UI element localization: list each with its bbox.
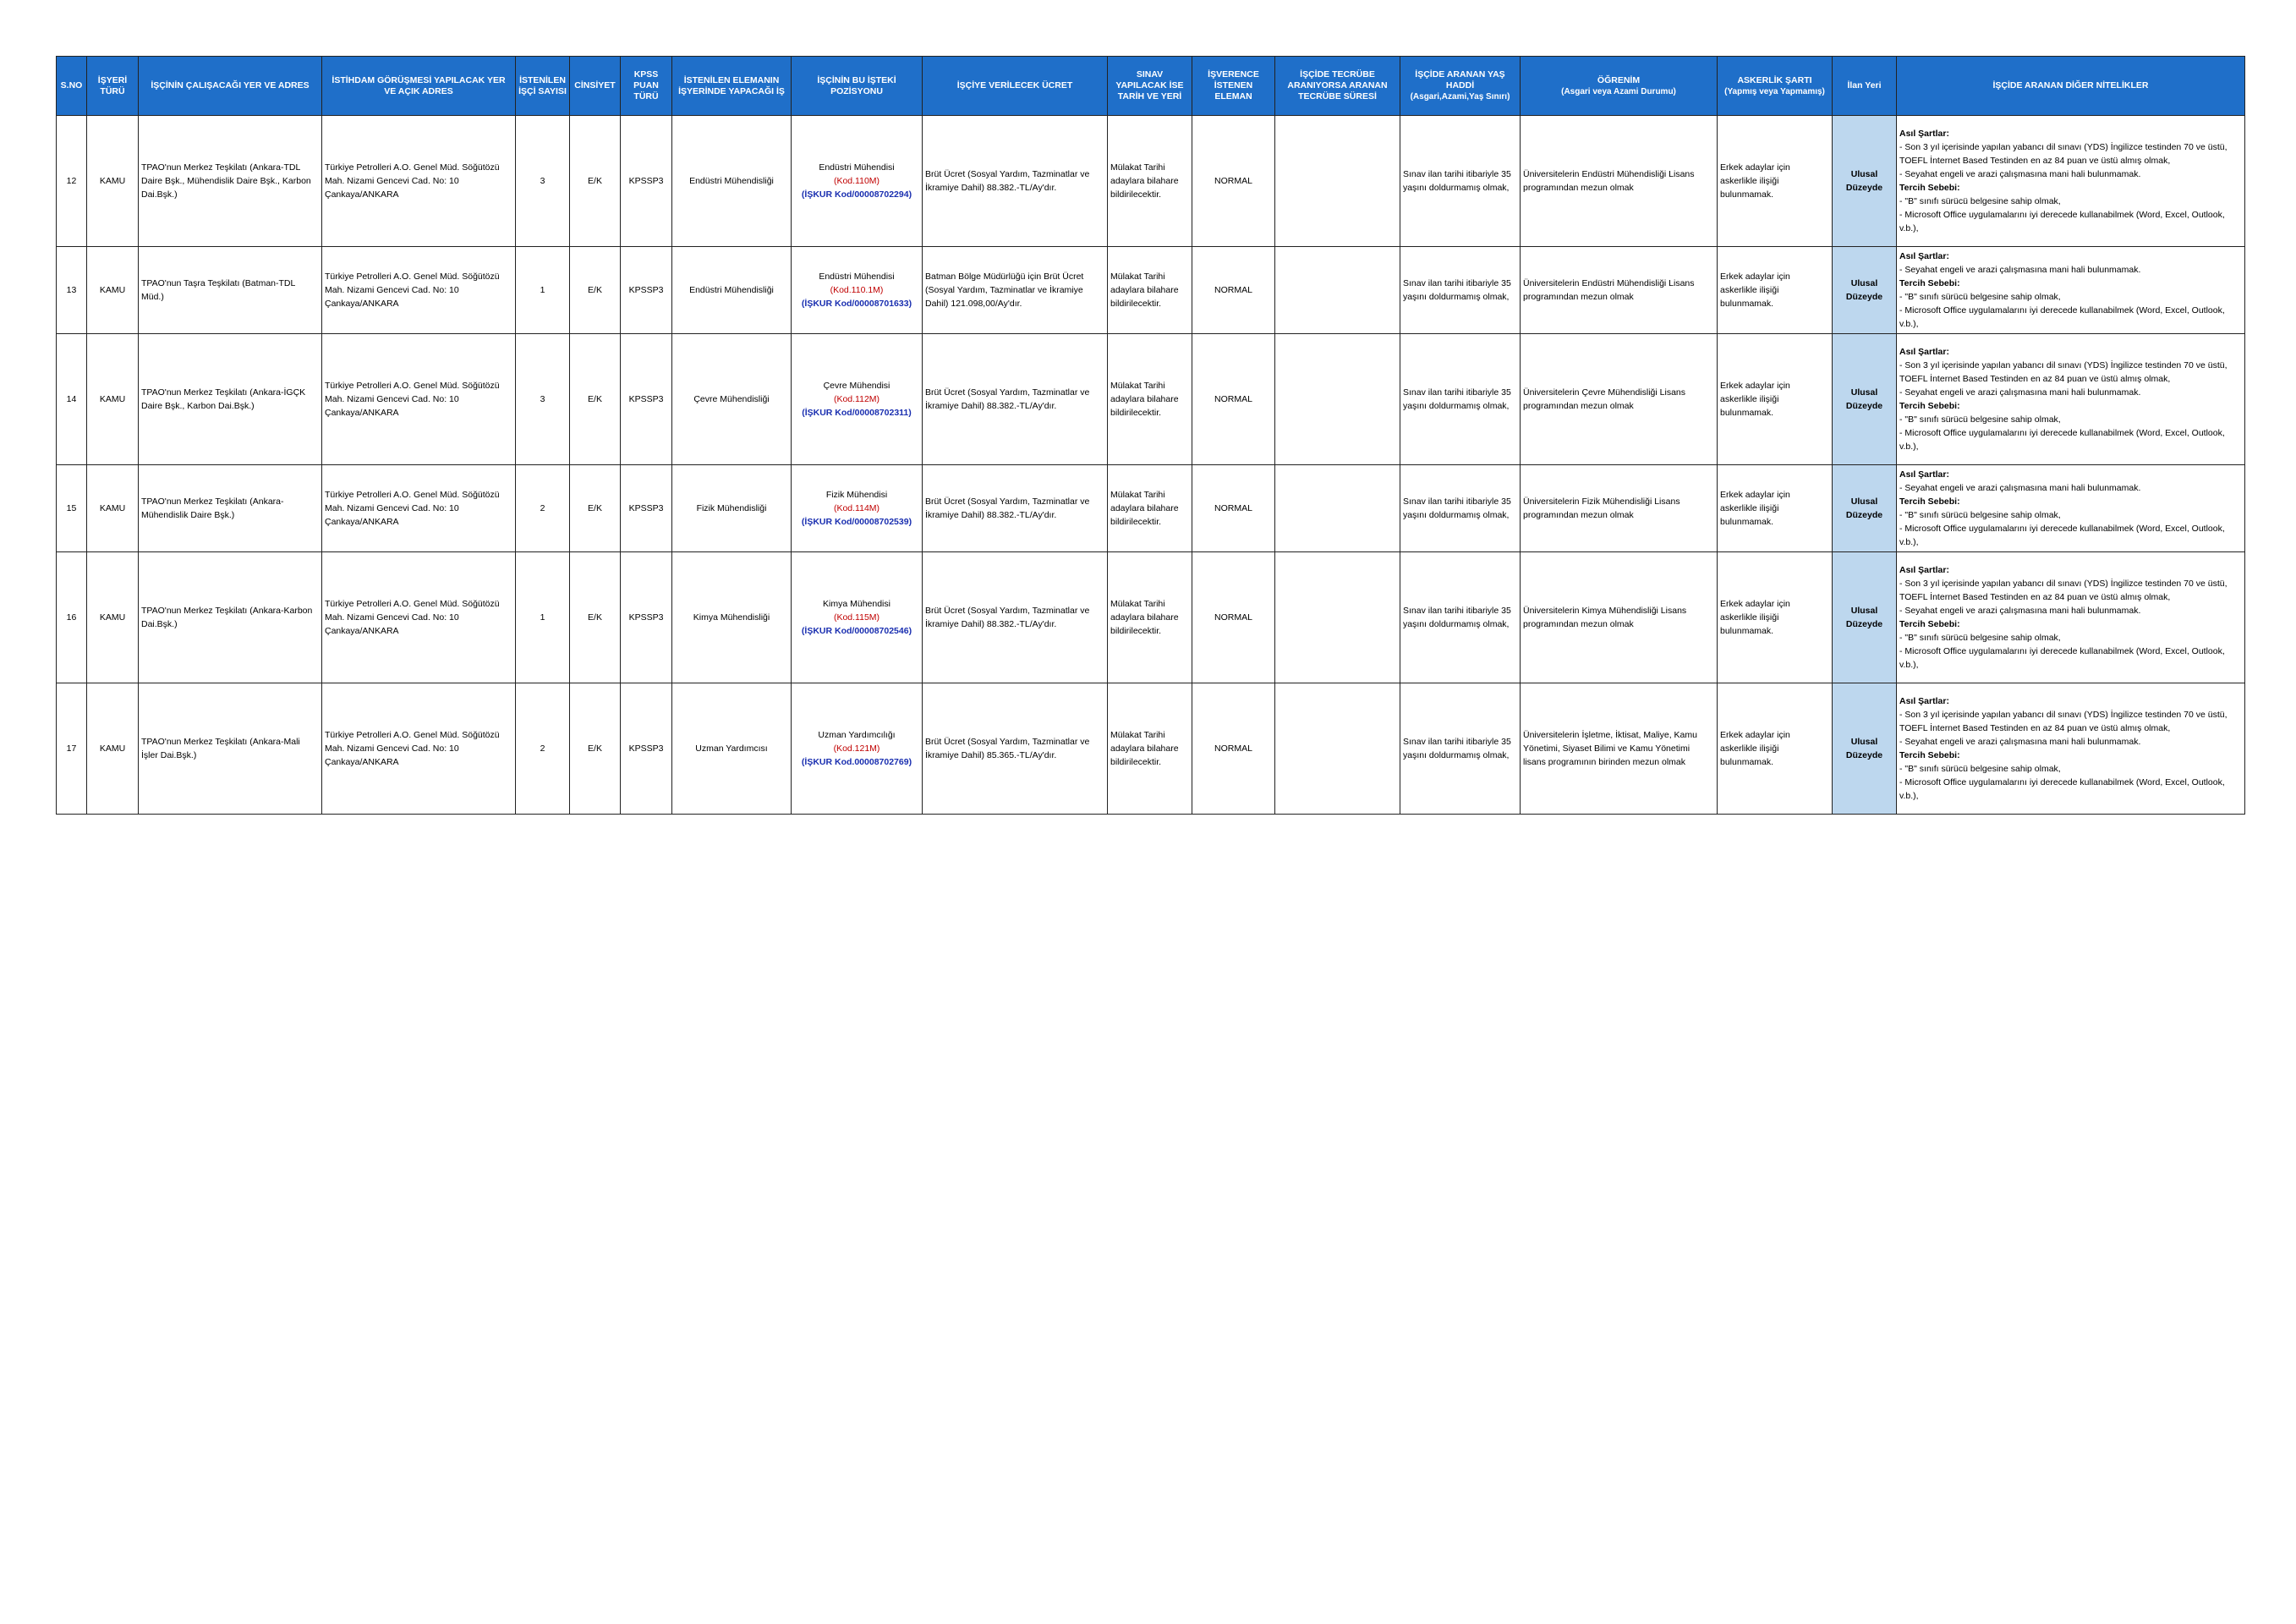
experience-cell bbox=[1275, 116, 1400, 247]
education-cell: Üniversitelerin Endüstri Mühendisliği Lisans programından mezun olmak bbox=[1521, 116, 1718, 247]
workplace-address-cell: TPAO'nun Taşra Teşkilatı (Batman-TDL Müd.) bbox=[139, 247, 322, 334]
column-header-label: CİNSİYET bbox=[574, 80, 616, 91]
age-limit-cell: Sınav ilan tarihi itibariyle 35 yaşını doldurmamış olmak, bbox=[1400, 683, 1521, 815]
qualification-item: - Microsoft Office uygulamalarını iyi derecede kullanabilmek (Word, Excel, Outlook, v.b.), bbox=[1899, 428, 2225, 452]
education-cell: Üniversitelerin Kimya Mühendisliği Lisans programından mezun olmak bbox=[1521, 552, 1718, 683]
worker-count-cell: 3 bbox=[516, 334, 570, 465]
qualification-item: - Son 3 yıl içerisinde yapılan yabancı dil sınavı (YDS) İngilizce testinden 70 ve üstü, TOEFL İnternet Based Testinden en az 84 puan ve üstü almış olmak, bbox=[1899, 360, 2228, 384]
employer-type-cell: NORMAL bbox=[1192, 247, 1275, 334]
interview-address-cell: Türkiye Petrolleri A.O. Genel Müd. Söğütözü Mah. Nizami Gencevi Cad. No: 10 Çankaya/ANKARA bbox=[322, 465, 516, 552]
wage-cell: Batman Bölge Müdürlüğü için Brüt Ücret (Sosyal Yardım, Tazminatlar ve İkramiye Dahil) 121.098,00/Ay'dır. bbox=[923, 247, 1108, 334]
qualification-item: - Microsoft Office uygulamalarını iyi derecede kullanabilmek (Word, Excel, Outlook, v.b.), bbox=[1899, 524, 2225, 547]
column-header-sublabel: (Yapmış veya Yapmamış) bbox=[1724, 86, 1825, 96]
qualification-item: - Son 3 yıl içerisinde yapılan yabancı dil sınavı (YDS) İngilizce testinden 70 ve üstü, TOEFL İnternet Based Testinden en az 84 puan ve üstü almış olmak, bbox=[1899, 579, 2228, 602]
qualification-item: - Seyahat engeli ve arazi çalışmasına mani hali bulunmamak. bbox=[1899, 265, 2141, 275]
workplace-address-cell: TPAO'nun Merkez Teşkilatı (Ankara-Karbon Dai.Bşk.) bbox=[139, 552, 322, 683]
kpss-score-type-cell: KPSSP3 bbox=[621, 116, 672, 247]
iskur-code: (İŞKUR Kod/00008702294) bbox=[801, 189, 912, 200]
experience-cell bbox=[1275, 683, 1400, 815]
interview-address-cell: Türkiye Petrolleri A.O. Genel Müd. Söğütözü Mah. Nizami Gencevi Cad. No: 10 Çankaya/ANKARA bbox=[322, 552, 516, 683]
military-status-cell: Erkek adaylar için askerlikle ilişiği bulunmamak. bbox=[1718, 465, 1833, 552]
listing-scope-cell: Ulusal Düzeyde bbox=[1833, 552, 1897, 683]
position-code: (Kod.114M) bbox=[833, 503, 880, 513]
experience-cell bbox=[1275, 247, 1400, 334]
wage-cell: Brüt Ücret (Sosyal Yardım, Tazminatlar ve İkramiye Dahil) 88.382.-TL/Ay'dır. bbox=[923, 552, 1108, 683]
column-header-sublabel: (Asgari veya Azami Durumu) bbox=[1561, 86, 1676, 96]
iskur-code: (İŞKUR Kod.00008702769) bbox=[801, 757, 912, 767]
qualification-item: - Son 3 yıl içerisinde yapılan yabancı dil sınavı (YDS) İngilizce testinden 70 ve üstü, TOEFL İnternet Based Testinden en az 84 puan ve üstü almış olmak, bbox=[1899, 142, 2228, 166]
row-number-cell: 14 bbox=[57, 334, 87, 465]
column-header-label: İSTENİLEN İŞÇİ SAYISI bbox=[518, 74, 567, 96]
column-header-label: İŞYERİ TÜRÜ bbox=[97, 74, 128, 96]
job-description-cell: Çevre Mühendisliği bbox=[672, 334, 792, 465]
exam-info-cell: Mülakat Tarihi adaylara bilahare bildirilecektir. bbox=[1108, 116, 1192, 247]
military-status-cell: Erkek adaylar için askerlikle ilişiği bulunmamak. bbox=[1718, 552, 1833, 683]
wage-cell: Brüt Ücret (Sosyal Yardım, Tazminatlar ve İkramiye Dahil) 88.382.-TL/Ay'dır. bbox=[923, 465, 1108, 552]
header-row bbox=[57, 57, 2245, 116]
listing-scope-cell: Ulusal Düzeyde bbox=[1833, 116, 1897, 247]
job-description-cell: Uzman Yardımcısı bbox=[672, 683, 792, 815]
workplace-address-cell: TPAO'nun Merkez Teşkilatı (Ankara-İGÇK Daire Bşk., Karbon Dai.Bşk.) bbox=[139, 334, 322, 465]
column-header bbox=[1400, 57, 1521, 116]
employer-type-cell: NORMAL bbox=[1192, 116, 1275, 247]
workplace-type-cell: KAMU bbox=[87, 552, 139, 683]
iskur-code: (İŞKUR Kod/00008701633) bbox=[801, 299, 912, 309]
job-listing-table bbox=[56, 56, 2245, 815]
age-limit-cell: Sınav ilan tarihi itibariyle 35 yaşını doldurmamış olmak, bbox=[1400, 552, 1521, 683]
column-header-label: İŞÇİNİN ÇALIŞACAĞI YER VE ADRES bbox=[151, 80, 310, 91]
other-qualifications-cell bbox=[1897, 552, 2245, 683]
column-header-label: İŞÇİDE ARANAN DİĞER NİTELİKLER bbox=[1992, 80, 2149, 91]
listing-scope-cell: Ulusal Düzeyde bbox=[1833, 683, 1897, 815]
workplace-address-cell: TPAO'nun Merkez Teşkilatı (Ankara-TDL Daire Bşk., Mühendislik Daire Bşk., Karbon Dai.Bşk.) bbox=[139, 116, 322, 247]
listing-scope-cell: Ulusal Düzeyde bbox=[1833, 247, 1897, 334]
other-qualifications-cell bbox=[1897, 334, 2245, 465]
position-cell bbox=[792, 334, 923, 465]
column-header bbox=[792, 57, 923, 116]
column-header bbox=[1833, 57, 1897, 116]
qualification-heading: Tercih Sebebi: bbox=[1899, 497, 1960, 507]
worker-count-cell: 1 bbox=[516, 552, 570, 683]
position-code: (Kod.110.1M) bbox=[830, 285, 884, 295]
column-header bbox=[1108, 57, 1192, 116]
gender-cell: E/K bbox=[570, 465, 621, 552]
column-header bbox=[672, 57, 792, 116]
column-header-label: İlan Yeri bbox=[1847, 80, 1882, 91]
workplace-type-cell: KAMU bbox=[87, 334, 139, 465]
column-header-label: İSTİHDAM GÖRÜŞMESİ YAPILACAK YER VE AÇIK ADRES bbox=[332, 74, 506, 96]
table-row bbox=[57, 552, 2245, 683]
kpss-score-type-cell: KPSSP3 bbox=[621, 334, 672, 465]
other-qualifications-cell bbox=[1897, 116, 2245, 247]
job-description-cell: Fizik Mühendisliği bbox=[672, 465, 792, 552]
qualification-item: - Microsoft Office uygulamalarını iyi derecede kullanabilmek (Word, Excel, Outlook, v.b.), bbox=[1899, 646, 2225, 670]
employer-type-cell: NORMAL bbox=[1192, 334, 1275, 465]
exam-info-cell: Mülakat Tarihi adaylara bilahare bildirilecektir. bbox=[1108, 465, 1192, 552]
column-header bbox=[322, 57, 516, 116]
wage-cell: Brüt Ücret (Sosyal Yardım, Tazminatlar ve İkramiye Dahil) 85.365.-TL/Ay'dır. bbox=[923, 683, 1108, 815]
military-status-cell: Erkek adaylar için askerlikle ilişiği bulunmamak. bbox=[1718, 683, 1833, 815]
workplace-type-cell: KAMU bbox=[87, 116, 139, 247]
interview-address-cell: Türkiye Petrolleri A.O. Genel Müd. Söğütözü Mah. Nizami Gencevi Cad. No: 10 Çankaya/ANKARA bbox=[322, 334, 516, 465]
column-header bbox=[570, 57, 621, 116]
qualification-item: - Microsoft Office uygulamalarını iyi derecede kullanabilmek (Word, Excel, Outlook, v.b.), bbox=[1899, 305, 2225, 329]
column-header-label: S.NO bbox=[60, 80, 83, 91]
exam-info-cell: Mülakat Tarihi adaylara bilahare bildirilecektir. bbox=[1108, 247, 1192, 334]
qualification-heading: Asıl Şartlar: bbox=[1899, 251, 1949, 261]
table-body bbox=[57, 116, 2245, 815]
other-qualifications-cell bbox=[1897, 247, 2245, 334]
qualification-heading: Tercih Sebebi: bbox=[1899, 183, 1960, 193]
position-cell bbox=[792, 116, 923, 247]
column-header bbox=[516, 57, 570, 116]
military-status-cell: Erkek adaylar için askerlikle ilişiği bulunmamak. bbox=[1718, 247, 1833, 334]
gender-cell: E/K bbox=[570, 683, 621, 815]
qualification-heading: Tercih Sebebi: bbox=[1899, 750, 1960, 760]
column-header-label: İSTENİLEN ELEMANIN İŞYERİNDE YAPACAĞI İŞ bbox=[678, 74, 785, 96]
table-row bbox=[57, 247, 2245, 334]
column-header-label: ÖĞRENİM bbox=[1597, 74, 1641, 85]
column-header-label: İŞÇİNİN BU İŞTEKİ POZİSYONU bbox=[817, 74, 896, 96]
position-cell bbox=[792, 247, 923, 334]
column-header bbox=[923, 57, 1108, 116]
listing-scope-cell: Ulusal Düzeyde bbox=[1833, 334, 1897, 465]
column-header-sublabel: (Asgari,Azami,Yaş Sınırı) bbox=[1410, 92, 1510, 102]
age-limit-cell: Sınav ilan tarihi itibariyle 35 yaşını doldurmamış olmak, bbox=[1400, 465, 1521, 552]
workplace-type-cell: KAMU bbox=[87, 465, 139, 552]
column-header bbox=[1275, 57, 1400, 116]
qualification-item: - "B" sınıfı sürücü belgesine sahip olmak, bbox=[1899, 414, 2061, 425]
kpss-score-type-cell: KPSSP3 bbox=[621, 552, 672, 683]
education-cell: Üniversitelerin Çevre Mühendisliği Lisans programından mezun olmak bbox=[1521, 334, 1718, 465]
gender-cell: E/K bbox=[570, 247, 621, 334]
table-row bbox=[57, 465, 2245, 552]
interview-address-cell: Türkiye Petrolleri A.O. Genel Müd. Söğütözü Mah. Nizami Gencevi Cad. No: 10 Çankaya/ANKARA bbox=[322, 683, 516, 815]
age-limit-cell: Sınav ilan tarihi itibariyle 35 yaşını doldurmamış olmak, bbox=[1400, 334, 1521, 465]
qualification-heading: Asıl Şartlar: bbox=[1899, 129, 1949, 139]
position-title: Kimya Mühendisi bbox=[823, 599, 890, 609]
row-number-cell: 15 bbox=[57, 465, 87, 552]
military-status-cell: Erkek adaylar için askerlikle ilişiği bulunmamak. bbox=[1718, 116, 1833, 247]
qualification-item: - Seyahat engeli ve arazi çalışmasına mani hali bulunmamak. bbox=[1899, 387, 2141, 398]
column-header bbox=[139, 57, 322, 116]
gender-cell: E/K bbox=[570, 334, 621, 465]
age-limit-cell: Sınav ilan tarihi itibariyle 35 yaşını doldurmamış olmak, bbox=[1400, 247, 1521, 334]
job-description-cell: Endüstri Mühendisliği bbox=[672, 247, 792, 334]
age-limit-cell: Sınav ilan tarihi itibariyle 35 yaşını doldurmamış olmak, bbox=[1400, 116, 1521, 247]
job-description-cell: Endüstri Mühendisliği bbox=[672, 116, 792, 247]
iskur-code: (İŞKUR Kod/00008702539) bbox=[801, 517, 912, 527]
qualification-heading: Asıl Şartlar: bbox=[1899, 565, 1949, 575]
position-code: (Kod.115M) bbox=[833, 612, 880, 623]
column-header-label: İŞÇİDE TECRÜBE ARANIYORSA ARANAN TECRÜBE SÜRESİ bbox=[1287, 69, 1388, 102]
job-description-cell: Kimya Mühendisliği bbox=[672, 552, 792, 683]
position-code: (Kod.121M) bbox=[833, 743, 880, 754]
kpss-score-type-cell: KPSSP3 bbox=[621, 683, 672, 815]
education-cell: Üniversitelerin İşletme, İktisat, Maliye, Kamu Yönetimi, Siyaset Bilimi ve Kamu Yönetimi lisans programının birinden mezun olmak bbox=[1521, 683, 1718, 815]
education-cell: Üniversitelerin Endüstri Mühendisliği Lisans programından mezun olmak bbox=[1521, 247, 1718, 334]
column-header-label: SINAV YAPILACAK İSE TARİH VE YERİ bbox=[1115, 69, 1184, 102]
qualification-heading: Asıl Şartlar: bbox=[1899, 347, 1949, 357]
worker-count-cell: 2 bbox=[516, 465, 570, 552]
position-cell bbox=[792, 465, 923, 552]
experience-cell bbox=[1275, 552, 1400, 683]
position-code: (Kod.112M) bbox=[833, 394, 880, 404]
column-header-label: İŞÇİDE ARANAN YAŞ HADDİ bbox=[1415, 69, 1505, 91]
position-title: Uzman Yardımcılığı bbox=[818, 730, 896, 740]
column-header bbox=[1192, 57, 1275, 116]
gender-cell: E/K bbox=[570, 116, 621, 247]
column-header bbox=[57, 57, 87, 116]
qualification-item: - "B" sınıfı sürücü belgesine sahip olmak, bbox=[1899, 764, 2061, 774]
listing-scope-cell: Ulusal Düzeyde bbox=[1833, 465, 1897, 552]
position-cell bbox=[792, 683, 923, 815]
position-title: Fizik Mühendisi bbox=[825, 490, 888, 500]
iskur-code: (İŞKUR Kod/00008702311) bbox=[802, 408, 912, 418]
iskur-code: (İŞKUR Kod/00008702546) bbox=[801, 626, 912, 636]
employer-type-cell: NORMAL bbox=[1192, 465, 1275, 552]
qualification-heading: Asıl Şartlar: bbox=[1899, 696, 1949, 706]
interview-address-cell: Türkiye Petrolleri A.O. Genel Müd. Söğütözü Mah. Nizami Gencevi Cad. No: 10 Çankaya/ANKARA bbox=[322, 247, 516, 334]
position-title: Endüstri Mühendisi bbox=[819, 162, 895, 173]
qualification-item: - "B" sınıfı sürücü belgesine sahip olmak, bbox=[1899, 196, 2061, 206]
qualification-heading: Tercih Sebebi: bbox=[1899, 401, 1960, 411]
exam-info-cell: Mülakat Tarihi adaylara bilahare bildirilecektir. bbox=[1108, 683, 1192, 815]
other-qualifications-cell bbox=[1897, 465, 2245, 552]
education-cell: Üniversitelerin Fizik Mühendisliği Lisans programından mezun olmak bbox=[1521, 465, 1718, 552]
kpss-score-type-cell: KPSSP3 bbox=[621, 247, 672, 334]
qualification-heading: Asıl Şartlar: bbox=[1899, 469, 1949, 480]
qualification-item: - Son 3 yıl içerisinde yapılan yabancı dil sınavı (YDS) İngilizce testinden 70 ve üstü, TOEFL İnternet Based Testinden en az 84 puan ve üstü almış olmak, bbox=[1899, 710, 2228, 733]
column-header bbox=[621, 57, 672, 116]
exam-info-cell: Mülakat Tarihi adaylara bilahare bildirilecektir. bbox=[1108, 552, 1192, 683]
column-header-label: KPSS PUAN TÜRÜ bbox=[633, 69, 659, 102]
qualification-item: - Microsoft Office uygulamalarını iyi derecede kullanabilmek (Word, Excel, Outlook, v.b.), bbox=[1899, 210, 2225, 233]
workplace-type-cell: KAMU bbox=[87, 683, 139, 815]
worker-count-cell: 2 bbox=[516, 683, 570, 815]
other-qualifications-cell bbox=[1897, 683, 2245, 815]
column-header-label: İŞÇİYE VERİLECEK ÜCRET bbox=[956, 80, 1073, 91]
wage-cell: Brüt Ücret (Sosyal Yardım, Tazminatlar ve İkramiye Dahil) 88.382.-TL/Ay'dır. bbox=[923, 334, 1108, 465]
table-row bbox=[57, 683, 2245, 815]
qualification-heading: Tercih Sebebi: bbox=[1899, 278, 1960, 288]
column-header bbox=[1897, 57, 2245, 116]
qualification-item: - Microsoft Office uygulamalarını iyi derecede kullanabilmek (Word, Excel, Outlook, v.b.), bbox=[1899, 777, 2225, 801]
table-row bbox=[57, 334, 2245, 465]
kpss-score-type-cell: KPSSP3 bbox=[621, 465, 672, 552]
position-title: Endüstri Mühendisi bbox=[819, 272, 895, 282]
exam-info-cell: Mülakat Tarihi adaylara bilahare bildirilecektir. bbox=[1108, 334, 1192, 465]
row-number-cell: 17 bbox=[57, 683, 87, 815]
qualification-item: - Seyahat engeli ve arazi çalışmasına mani hali bulunmamak. bbox=[1899, 737, 2141, 747]
employer-type-cell: NORMAL bbox=[1192, 552, 1275, 683]
column-header bbox=[1718, 57, 1833, 116]
qualification-item: - "B" sınıfı sürücü belgesine sahip olmak, bbox=[1899, 510, 2061, 520]
interview-address-cell: Türkiye Petrolleri A.O. Genel Müd. Söğütözü Mah. Nizami Gencevi Cad. No: 10 Çankaya/ANKARA bbox=[322, 116, 516, 247]
column-header bbox=[1521, 57, 1718, 116]
wage-cell: Brüt Ücret (Sosyal Yardım, Tazminatlar ve İkramiye Dahil) 88.382.-TL/Ay'dır. bbox=[923, 116, 1108, 247]
table-row bbox=[57, 116, 2245, 247]
position-code: (Kod.110M) bbox=[833, 176, 880, 186]
worker-count-cell: 1 bbox=[516, 247, 570, 334]
column-header-label: ASKERLİK ŞARTI bbox=[1737, 74, 1812, 85]
experience-cell bbox=[1275, 334, 1400, 465]
qualification-item: - "B" sınıfı sürücü belgesine sahip olmak, bbox=[1899, 633, 2061, 643]
row-number-cell: 16 bbox=[57, 552, 87, 683]
column-header-label: İŞVERENCE İSTENEN ELEMAN bbox=[1208, 69, 1259, 102]
qualification-item: - Seyahat engeli ve arazi çalışmasına mani hali bulunmamak. bbox=[1899, 169, 2141, 179]
workplace-address-cell: TPAO'nun Merkez Teşkilatı (Ankara-Mali İşler Dai.Bşk.) bbox=[139, 683, 322, 815]
qualification-item: - Seyahat engeli ve arazi çalışmasına mani hali bulunmamak. bbox=[1899, 606, 2141, 616]
military-status-cell: Erkek adaylar için askerlikle ilişiği bulunmamak. bbox=[1718, 334, 1833, 465]
column-header bbox=[87, 57, 139, 116]
gender-cell: E/K bbox=[570, 552, 621, 683]
worker-count-cell: 3 bbox=[516, 116, 570, 247]
qualification-heading: Tercih Sebebi: bbox=[1899, 619, 1960, 629]
workplace-type-cell: KAMU bbox=[87, 247, 139, 334]
row-number-cell: 13 bbox=[57, 247, 87, 334]
position-cell bbox=[792, 552, 923, 683]
position-title: Çevre Mühendisi bbox=[823, 381, 890, 391]
row-number-cell: 12 bbox=[57, 116, 87, 247]
employer-type-cell: NORMAL bbox=[1192, 683, 1275, 815]
qualification-item: - "B" sınıfı sürücü belgesine sahip olmak, bbox=[1899, 292, 2061, 302]
workplace-address-cell: TPAO'nun Merkez Teşkilatı (Ankara-Mühendislik Daire Bşk.) bbox=[139, 465, 322, 552]
qualification-item: - Seyahat engeli ve arazi çalışmasına mani hali bulunmamak. bbox=[1899, 483, 2141, 493]
experience-cell bbox=[1275, 465, 1400, 552]
